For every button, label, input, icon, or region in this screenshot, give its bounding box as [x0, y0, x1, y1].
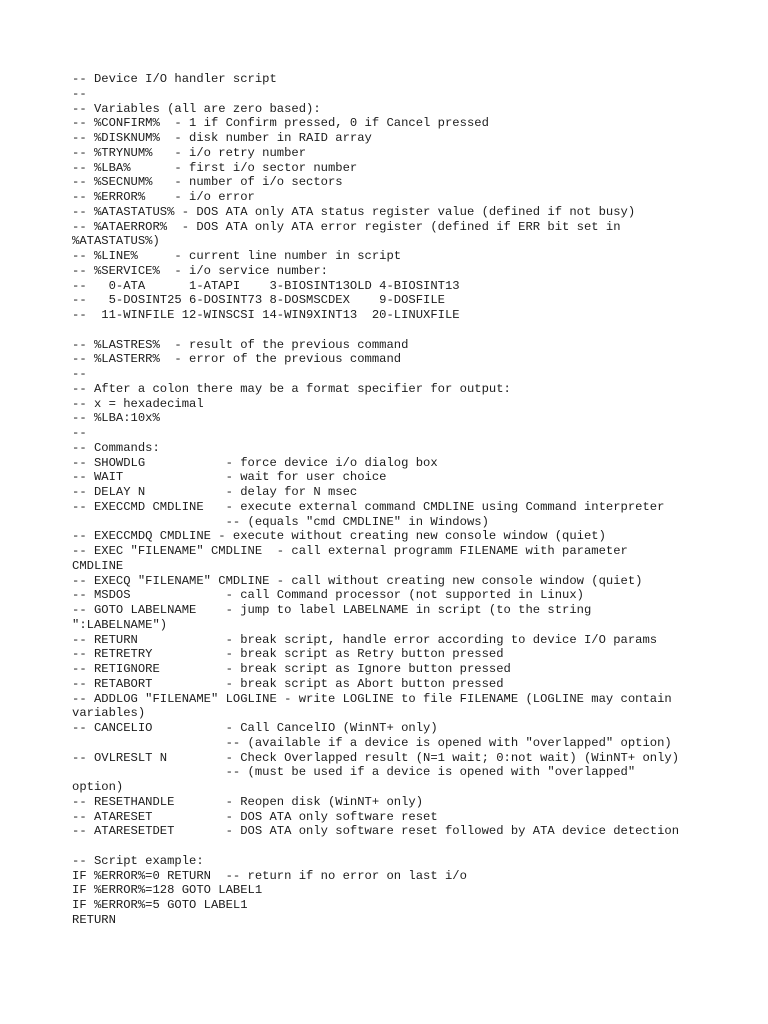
text-line: -- %LASTRES% - result of the previous command: [72, 337, 409, 352]
text-line: -- %DISKNUM% - disk number in RAID array: [72, 131, 372, 145]
text-line: -- ATARESETDET - DOS ATA only software reset followed by ATA device detection: [72, 824, 680, 839]
text-line: -- %ERROR% - i/o error: [72, 190, 255, 204]
text-line: -- %ATASTATUS% - DOS ATA only ATA status register value (defined if not busy): [72, 204, 636, 219]
blank-line: [72, 839, 712, 854]
text-line: -- (available if a device is opened with "overlapped" option): [72, 735, 672, 750]
text-line: -- (must be used if a device is opened with "overlapped": [72, 765, 636, 780]
text-line: -- 11-WINFILE 12-WINSCSI 14-WIN9XINT13 20-LINUXFILE: [72, 308, 460, 322]
text-line: -- %LINE% - current line number in script: [72, 249, 402, 263]
text-line: -- After a colon there may be a format specifier for output:: [72, 381, 511, 396]
text-line: -- Script example:: [72, 853, 204, 868]
text-line: RETURN: [72, 912, 116, 927]
text-line: -- %CONFIRM% - 1 if Confirm pressed, 0 if Cancel pressed: [72, 116, 489, 131]
text-line: --: [72, 86, 87, 101]
text-line: -- 0-ATA 1-ATAPI 3-BIOSINT13OLD 4-BIOSINT13: [72, 278, 460, 293]
text-line: -- Commands:: [72, 440, 160, 455]
text-line: -- WAIT - wait for user choice: [72, 470, 387, 485]
text-line: -- ADDLOG "FILENAME" LOGLINE - write LOGLINE to file FILENAME (LOGLINE may contain: [72, 691, 672, 706]
text-line: -- RETRETRY - break script as Retry button pressed: [72, 647, 504, 662]
text-line: --: [72, 367, 87, 381]
text-line: -- MSDOS - call Command processor (not supported in Linux): [72, 588, 584, 603]
text-line: -- EXECCMDQ CMDLINE - execute without creating new console window (quiet): [72, 529, 606, 544]
text-line: variables): [72, 706, 146, 721]
text-line: -- RETABORT - break script as Abort button pressed: [72, 676, 504, 691]
text-line: -- EXECCMD CMDLINE - execute external command CMDLINE using Command interpreter: [72, 499, 665, 514]
text-line: -- %SERVICE% - i/o service number:: [72, 263, 328, 278]
text-line: -- CANCELIO - Call CancelIO (WinNT+ only): [72, 721, 438, 735]
blank-line: [72, 323, 712, 338]
text-line: -- RETIGNORE - break script as Ignore button pressed: [72, 662, 511, 676]
document-page: [72, 72, 712, 928]
text-line: -- OVLRESLT N - Check Overlapped result (N=1 wait; 0:not wait) (WinNT+ only): [72, 750, 680, 765]
text-line: -- %SECNUM% - number of i/o sectors: [72, 175, 343, 190]
text-line: option): [72, 780, 124, 794]
text-line: -- %ATAERROR% - DOS ATA only ATA error register (defined if ERR bit set in: [72, 219, 621, 234]
text-line: -- RESETHANDLE - Reopen disk (WinNT+ only): [72, 794, 424, 809]
text-line: IF %ERROR%=5 GOTO LABEL1: [72, 898, 248, 912]
text-line: -- 5-DOSINT25 6-DOSINT73 8-DOSMSCDEX 9-DOSFILE: [72, 293, 445, 308]
text-line: -- Device I/O handler script: [72, 72, 277, 86]
text-line: IF %ERROR%=0 RETURN -- return if no error on last i/o: [72, 868, 467, 883]
text-line: -- %LASTERR% - error of the previous command: [72, 352, 402, 367]
text-line: -- DELAY N - delay for N msec: [72, 485, 358, 499]
text-line: -- EXEC "FILENAME" CMDLINE - call external programm FILENAME with parameter: [72, 544, 628, 558]
text-line: -- SHOWDLG - force device i/o dialog box: [72, 455, 438, 470]
text-line: IF %ERROR%=128 GOTO LABEL1: [72, 883, 263, 898]
text-line: -- (equals "cmd CMDLINE" in Windows): [72, 514, 489, 529]
text-line: -- Variables (all are zero based):: [72, 101, 321, 116]
text-line: -- RETURN - break script, handle error according to device I/O params: [72, 632, 658, 647]
text-line: --: [72, 426, 87, 440]
text-line: -- EXECQ "FILENAME" CMDLINE - call without creating new console window (quiet): [72, 573, 643, 588]
text-line: -- %LBA:10x%: [72, 411, 160, 426]
text-line: CMDLINE: [72, 558, 124, 573]
text-line: -- ATARESET - DOS ATA only software reset: [72, 809, 438, 824]
text-line: -- %TRYNUM% - i/o retry number: [72, 145, 307, 160]
text-line: ":LABELNAME"): [72, 617, 168, 632]
text-line: %ATASTATUS%): [72, 234, 160, 249]
text-line: -- x = hexadecimal: [72, 396, 204, 411]
text-line: -- %LBA% - first i/o sector number: [72, 160, 358, 175]
text-line: -- GOTO LABELNAME - jump to label LABELNAME in script (to the string: [72, 603, 592, 617]
